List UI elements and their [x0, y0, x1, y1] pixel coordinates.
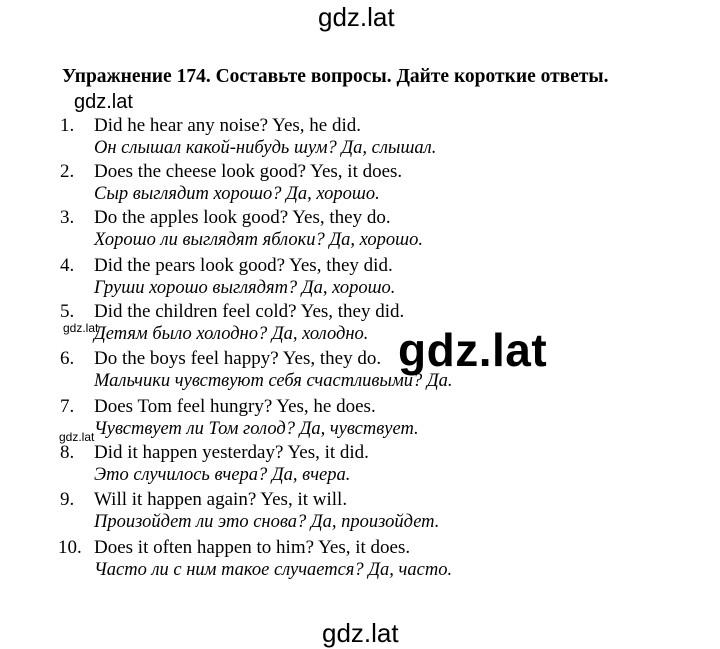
russian-translation: Часто ли с ним такое случается? Да, часто.	[94, 560, 453, 580]
watermark-bottom: gdz.lat	[322, 618, 399, 648]
russian-translation: Он слышал какой-нибудь шум? Да, слышал.	[94, 138, 437, 158]
russian-translation: Груши хорошо выглядят? Да, хорошо.	[94, 278, 396, 298]
watermark-tiny: gdz.lat	[59, 430, 95, 444]
english-answer: Did he hear any noise? Yes, he did.	[94, 115, 362, 136]
english-answer: Does the cheese look good? Yes, it does.	[94, 161, 403, 182]
watermark-top: gdz.lat	[318, 2, 395, 32]
item-number: 7.	[60, 396, 75, 417]
list-item	[0, 537, 720, 585]
list-item	[0, 161, 720, 209]
item-number: 4.	[60, 255, 75, 276]
english-answer: Does it often happen to him? Yes, it does.	[94, 537, 411, 558]
watermark-center: gdz.lat	[398, 324, 548, 376]
list-item	[0, 115, 720, 163]
item-number: 1.	[60, 115, 75, 136]
list-item	[0, 396, 720, 444]
english-answer: Do the boys feel happy? Yes, they do.	[94, 348, 382, 369]
item-number: 10.	[58, 537, 82, 558]
russian-translation: Сыр выглядит хорошо? Да, хорошо.	[94, 184, 380, 204]
list-item	[0, 255, 720, 303]
russian-translation: Хорошо ли выглядят яблоки? Да, хорошо.	[94, 230, 423, 250]
english-answer: Did the pears look good? Yes, they did.	[94, 255, 393, 276]
item-number: 2.	[60, 161, 75, 182]
list-item	[0, 301, 720, 349]
item-number: 9.	[60, 489, 75, 510]
item-number: 5.	[60, 301, 75, 322]
item-number: 8.	[60, 442, 75, 463]
english-answer: Does Tom feel hungry? Yes, he does.	[94, 396, 376, 417]
exercise-title: Упражнение 174. Составьте вопросы. Дайте короткие ответы.	[62, 66, 609, 87]
item-number: 3.	[60, 207, 75, 228]
russian-translation: Мальчики чувствуют себя счастливыми? Да.	[94, 371, 453, 391]
english-answer: Do the apples look good? Yes, they do.	[94, 207, 391, 228]
list-item	[0, 348, 720, 396]
russian-translation: Произойдет ли это снова? Да, произойдет.	[94, 512, 440, 532]
item-number: 6.	[60, 348, 75, 369]
list-item	[0, 207, 720, 255]
watermark-tiny: gdz.lat	[63, 321, 99, 335]
english-answer: Did it happen yesterday? Yes, it did.	[94, 442, 369, 463]
russian-translation: Детям было холодно? Да, холодно.	[94, 324, 369, 344]
list-item	[0, 489, 720, 537]
list-item	[0, 442, 720, 490]
russian-translation: Это случилось вчера? Да, вчера.	[94, 465, 351, 485]
russian-translation: Чувствует ли Том голод? Да, чувствует.	[94, 419, 419, 439]
watermark-small: gdz.lat	[74, 91, 133, 113]
english-answer: Will it happen again? Yes, it will.	[94, 489, 348, 510]
english-answer: Did the children feel cold? Yes, they did.	[94, 301, 405, 322]
